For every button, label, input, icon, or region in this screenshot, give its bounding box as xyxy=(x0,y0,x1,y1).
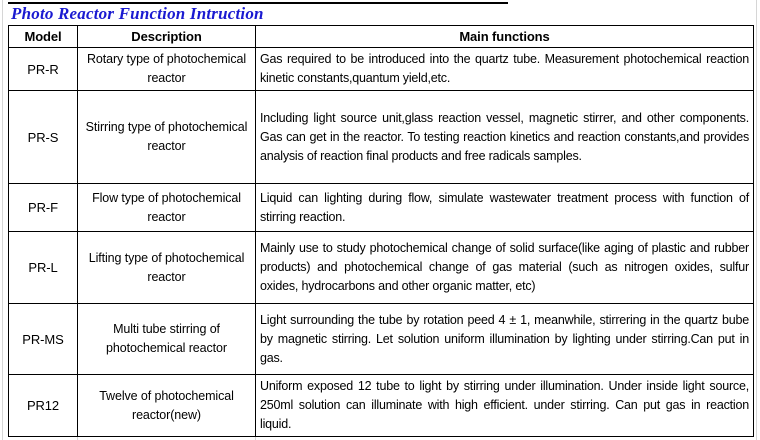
description-cell: Rotary type of photochemical reactor xyxy=(78,48,256,91)
column-header-main-functions: Main functions xyxy=(256,26,754,48)
functions-cell: Liquid can lighting during flow, simulate wastewater treatment process with function of stirring reaction. xyxy=(256,184,754,232)
table-row xyxy=(9,375,754,437)
column-header-model: Model xyxy=(9,26,78,48)
page-title: Photo Reactor Function Intruction xyxy=(11,3,264,23)
functions-cell: Including light source unit,glass reaction vessel, magnetic stirrer, and other components. Gas can get in the reactor. To testing reaction kinetics and reaction constants,and provides analysis of reaction final products and free radicals samples. xyxy=(256,91,754,184)
description-cell: Multi tube stirring of photochemical reactor xyxy=(78,304,256,375)
description-cell: Stirring type of photochemical reactor xyxy=(78,91,256,184)
model-cell: PR-S xyxy=(9,91,78,184)
header-row xyxy=(9,26,754,48)
functions-cell: Light surrounding the tube by rotation peed 4 ± 1, meanwhile, stirrering in the quartz bube by magnetic stirring. Let solution uniform illumination by lighting under stirring.Can put in gas. xyxy=(256,304,754,375)
model-cell: PR-R xyxy=(9,48,78,91)
left-gridline xyxy=(2,0,3,440)
model-cell: PR-F xyxy=(9,184,78,232)
function-table xyxy=(8,25,754,437)
functions-cell: Mainly use to study photochemical change of solid surface(like aging of plastic and rubber products) and photochemical change of gas material (such as nitrogen oxides, sulfur oxides, hydrocarbons and other organic matter, etc) xyxy=(256,232,754,304)
description-cell: Flow type of photochemical reactor xyxy=(78,184,256,232)
model-cell: PR12 xyxy=(9,375,78,437)
table-row xyxy=(9,184,754,232)
functions-cell: Uniform exposed 12 tube to light by stirring under illumination. Under inside light source, 250ml solution can illuminate with high efficient. under stirring. Can put gas in reaction liquid. xyxy=(256,375,754,437)
title-bar xyxy=(8,2,753,25)
right-gridline xyxy=(756,0,757,440)
table-row xyxy=(9,91,754,184)
table-row xyxy=(9,232,754,304)
table-row xyxy=(9,304,754,375)
model-cell: PR-MS xyxy=(9,304,78,375)
functions-cell: Gas required to be introduced into the quartz tube. Measurement photochemical reaction kinetic constants,quantum yield,etc. xyxy=(256,48,754,91)
description-cell: Lifting type of photochemical reactor xyxy=(78,232,256,304)
table-row xyxy=(9,48,754,91)
description-cell: Twelve of photochemical reactor(new) xyxy=(78,375,256,437)
column-header-description: Description xyxy=(78,26,256,48)
model-cell: PR-L xyxy=(9,232,78,304)
